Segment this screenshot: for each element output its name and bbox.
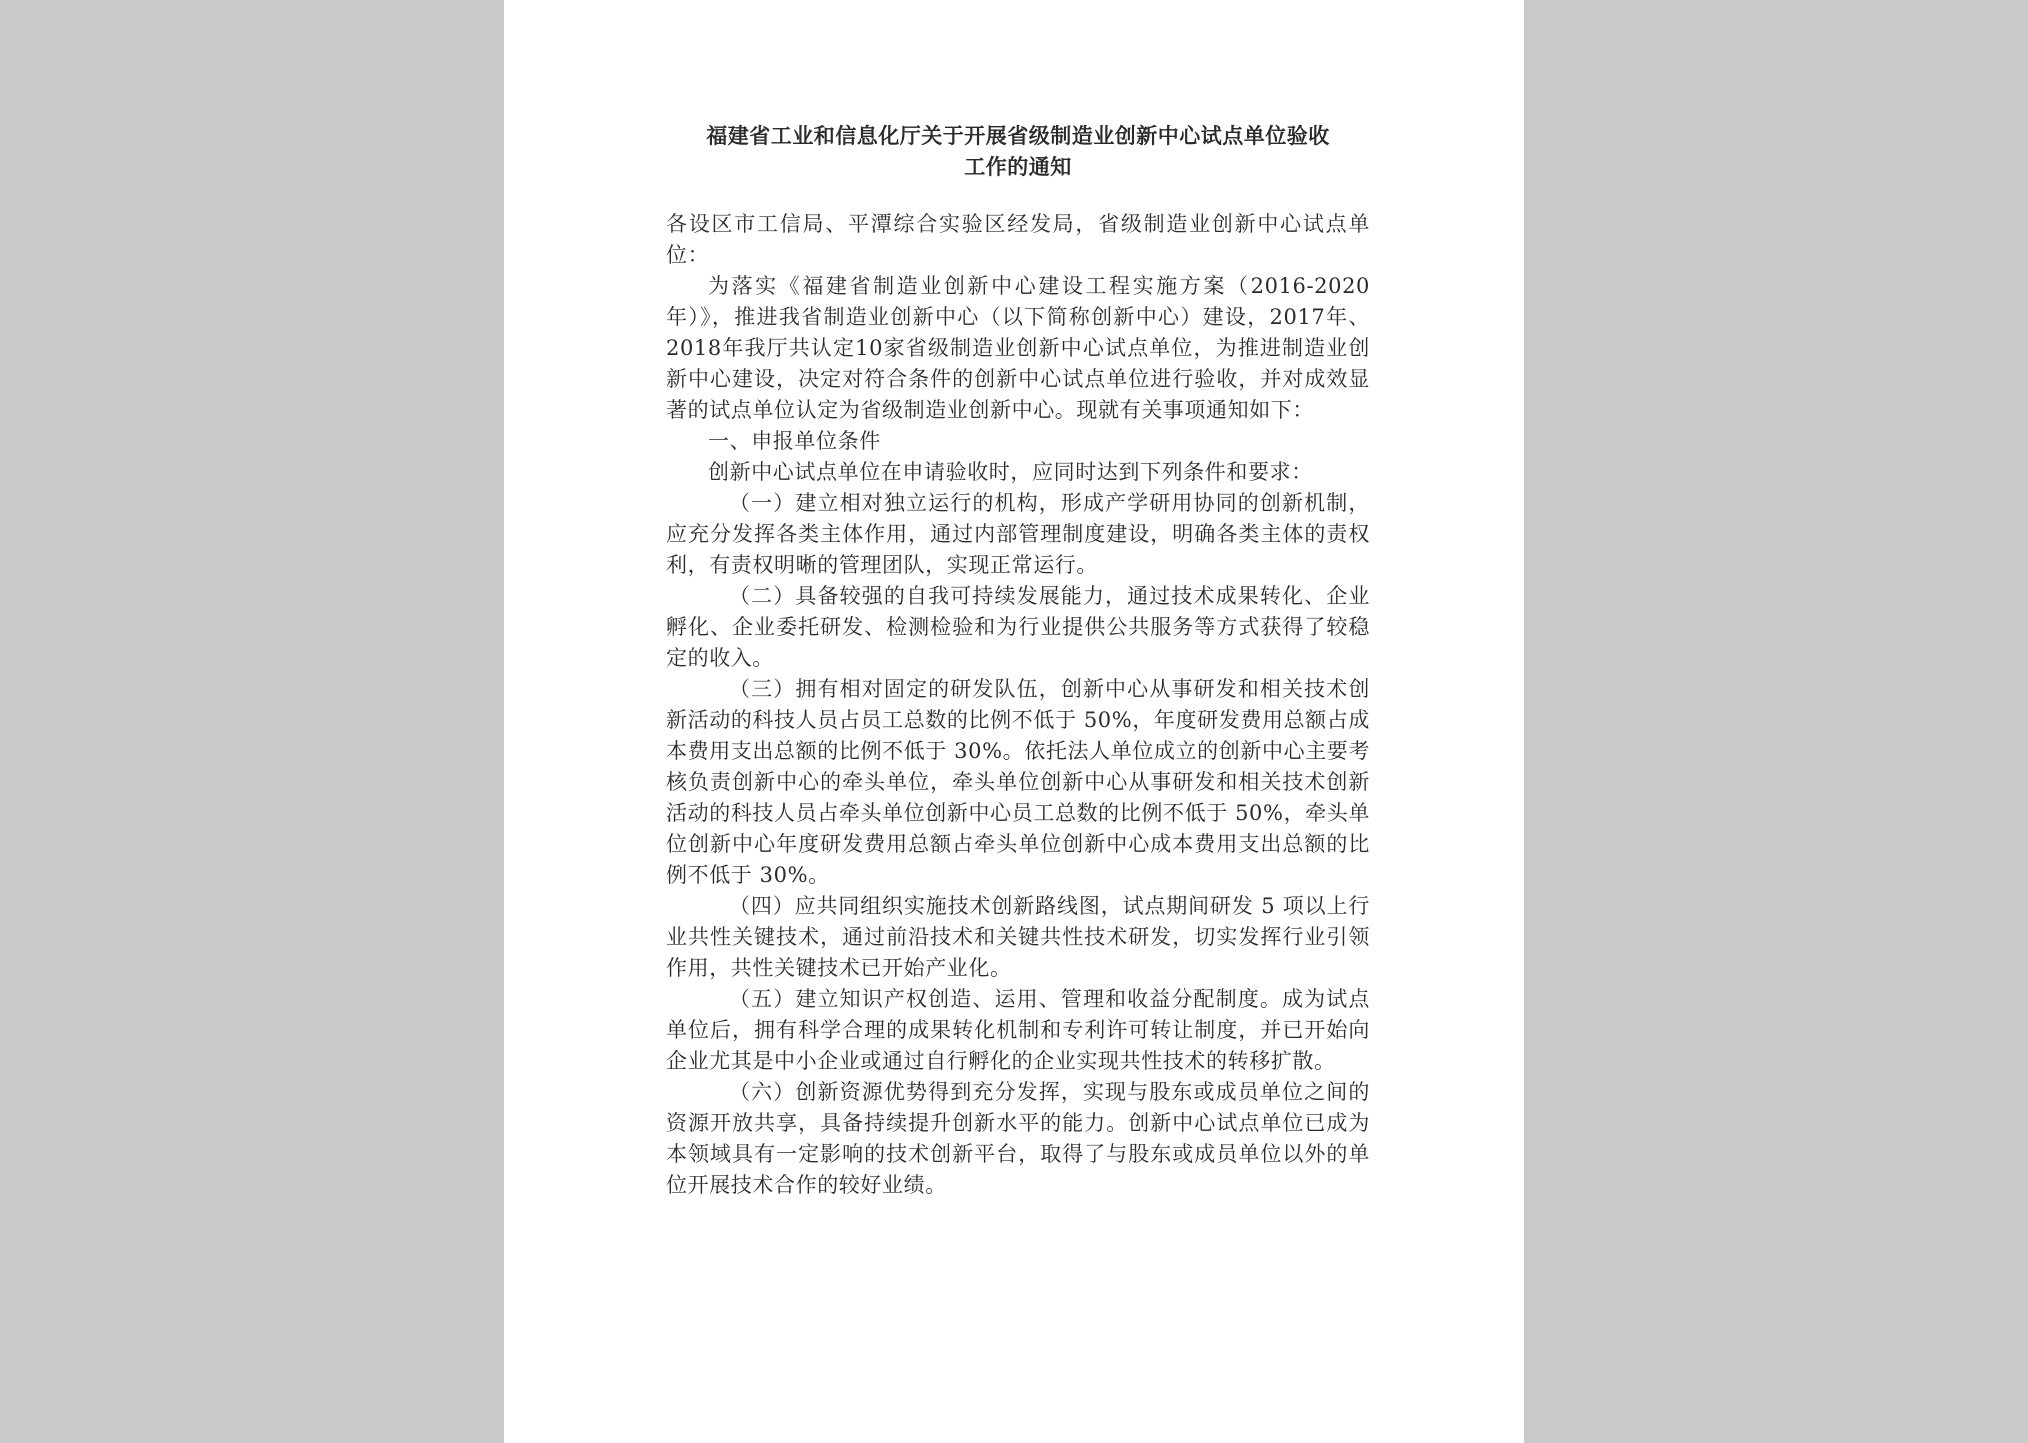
section-heading: 一、申报单位条件	[708, 429, 881, 453]
document-page	[504, 0, 1524, 1443]
document-title	[666, 120, 1370, 182]
intro-paragraph: 为落实《福建省制造业创新中心建设工程实施方案（2016-2020年）》，推进我省制造业创新中心（以下简称创新中心）建设，2017年、2018年我厅共认定10家省级制造业创新中心试点单位，为推进制造业创新中心建设，决定对符合条件的创新中心试点单位进行验收，并对成效显著的试点单位认定为省级制造业创新中心。现就有关事项通知如下：	[666, 274, 1370, 422]
condition-paragraph: （四）应共同组织实施技术创新路线图，试点期间研发 5 项以上行业共性关键技术，通过前沿技术和关键共性技术研发，切实发挥行业引领作用，共性关键技术已开始产业化。	[666, 894, 1370, 980]
condition-paragraph: （二）具备较强的自我可持续发展能力，通过技术成果转化、企业孵化、企业委托研发、检测检验和为行业提供公共服务等方式获得了较稳定的收入。	[666, 584, 1370, 670]
section-lead: 创新中心试点单位在申请验收时，应同时达到下列条件和要求：	[708, 460, 1313, 484]
title-line-2: 工作的通知	[964, 154, 1072, 179]
document-body	[666, 120, 1370, 1201]
condition-paragraph: （一）建立相对独立运行的机构，形成产学研用协同的创新机制，应充分发挥各类主体作用，通过内部管理制度建设，明确各类主体的责权利，有责权明晰的管理团队，实现正常运行。	[666, 491, 1370, 577]
condition-paragraph: （六）创新资源优势得到充分发挥，实现与股东或成员单位之间的资源开放共享，具备持续提升创新水平的能力。创新中心试点单位已成为本领域具有一定影响的技术创新平台，取得了与股东或成员单位以外的单位开展技术合作的较好业绩。	[666, 1080, 1370, 1197]
salutation: 各设区市工信局、平潭综合实验区经发局，省级制造业创新中心试点单位：	[666, 212, 1370, 267]
title-line-1: 福建省工业和信息化厅关于开展省级制造业创新中心试点单位验收	[706, 123, 1330, 148]
condition-paragraph: （三）拥有相对固定的研发队伍，创新中心从事研发和相关技术创新活动的科技人员占员工总数的比例不低于 50%，年度研发费用总额占成本费用支出总额的比例不低于 30%。依托法人单位成立的创新中心主要考核负责创新中心的牵头单位，牵头单位创新中心从事研发和相关技术创新活动的科技人员占牵头单位创新中心员工总数的比例不低于 50%，牵头单位创新中心年度研发费用总额占牵头单位创新中心成本费用支出总额的比例不低于 30%。	[666, 677, 1370, 887]
condition-paragraph: （五）建立知识产权创造、运用、管理和收益分配制度。成为试点单位后，拥有科学合理的成果转化机制和专利许可转让制度，并已开始向企业尤其是中小企业或通过自行孵化的企业实现共性技术的转移扩散。	[666, 987, 1370, 1073]
